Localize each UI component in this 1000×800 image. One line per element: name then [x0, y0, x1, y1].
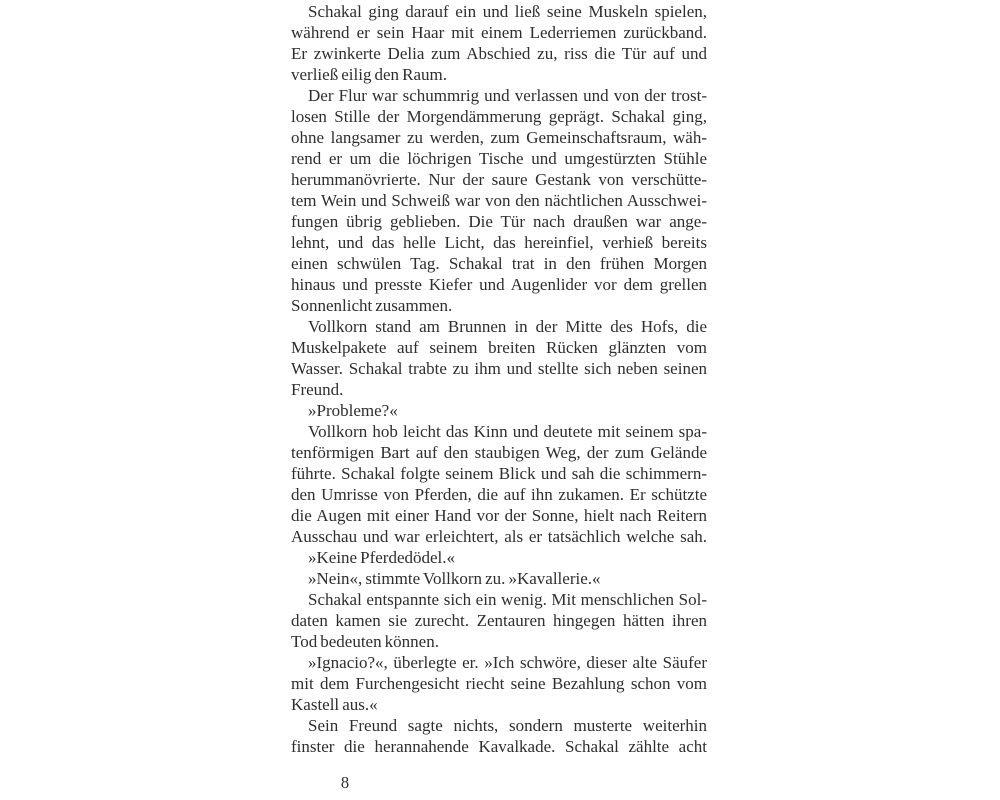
- text-line: tem Wein und Schweiß war von den nächtlichen Ausschwei-: [291, 191, 707, 210]
- text-line: Wasser. Schakal trabte zu ihm und stellte sich neben seinen: [291, 359, 707, 378]
- text-line: Er zwinkerte Delia zum Abschied zu, riss die Tür auf und: [291, 44, 707, 63]
- text-line: Muskelpakete auf seinem breiten Rücken glänzten vom: [291, 338, 707, 357]
- text-line: Sein Freund sagte nichts, sondern musterte weiterhin: [308, 716, 707, 735]
- text-line: mit dem Furchengesicht riecht seine Bezahlung schon vom: [291, 674, 707, 693]
- text-line: Sonnenlicht zusammen.: [291, 296, 453, 315]
- text-line: tenförmigen Bart auf den staubigen Weg, der zum Gelände: [291, 443, 707, 462]
- body-text-block: [291, 1, 707, 757]
- text-line: ohne langsamer zu werden, zum Gemeinschaftsraum, wäh-: [291, 128, 707, 147]
- text-line: rend er um die löchrigen Tische und umgestürzten Stühle: [291, 149, 707, 168]
- text-line: den Umrisse von Pferden, die auf ihn zukamen. Er schützte: [291, 485, 707, 504]
- page-number: 8: [340, 773, 350, 792]
- text-line: finster die herannahende Kavalkade. Schakal zählte acht: [291, 737, 707, 756]
- text-line: Kastell aus.«: [291, 695, 378, 714]
- text-line: daten kamen sie zurecht. Zentauren hingegen hätten ihren: [291, 611, 707, 630]
- text-line: während er sein Haar mit einem Lederriemen zurückband.: [291, 23, 707, 42]
- text-line: »Nein«, stimmte Vollkorn zu. »Kavallerie.«: [308, 569, 601, 588]
- text-line: einen schwülen Tag. Schakal trat in den frühen Morgen: [291, 254, 707, 273]
- text-line: hinaus und presste Kiefer und Augenlider vor dem grellen: [291, 275, 707, 294]
- text-line: führte. Schakal folgte seinem Blick und sah die schimmern-: [291, 464, 707, 483]
- text-line: Vollkorn stand am Brunnen in der Mitte des Hofs, die: [308, 317, 707, 336]
- text-line: losen Stille der Morgendämmerung geprägt. Schakal ging,: [291, 107, 707, 126]
- text-line: verließ eilig den Raum.: [291, 65, 447, 84]
- text-line: Schakal ging darauf ein und ließ seine Muskeln spielen,: [308, 2, 707, 21]
- text-line: »Ignacio?«, überlegte er. »Ich schwöre, dieser alte Säufer: [308, 653, 707, 672]
- text-line: die Augen mit einer Hand vor der Sonne, hielt nach Reitern: [291, 506, 707, 525]
- text-line: Tod bedeuten können.: [291, 632, 439, 651]
- text-line: Freund.: [291, 380, 344, 399]
- text-line: Der Flur war schummrig und verlassen und von der trost-: [308, 86, 707, 105]
- text-line: Vollkorn hob leicht das Kinn und deutete mit seinem spa-: [308, 422, 707, 441]
- text-line: Schakal entspannte sich ein wenig. Mit menschlichen Sol-: [308, 590, 707, 609]
- text-line: Ausschau und war erleichtert, als er tatsächlich welche sah.: [291, 527, 707, 546]
- text-line: lehnt, und das helle Licht, das hereinfiel, verhieß bereits: [291, 233, 707, 252]
- text-line: fungen übrig geblieben. Die Tür nach draußen war ange-: [291, 212, 707, 231]
- text-line: herummanövrierte. Nur der saure Gestank von verschütte-: [291, 170, 707, 189]
- text-line: »Keine Pferdedödel.«: [308, 548, 456, 567]
- text-line: »Probleme?«: [308, 401, 398, 420]
